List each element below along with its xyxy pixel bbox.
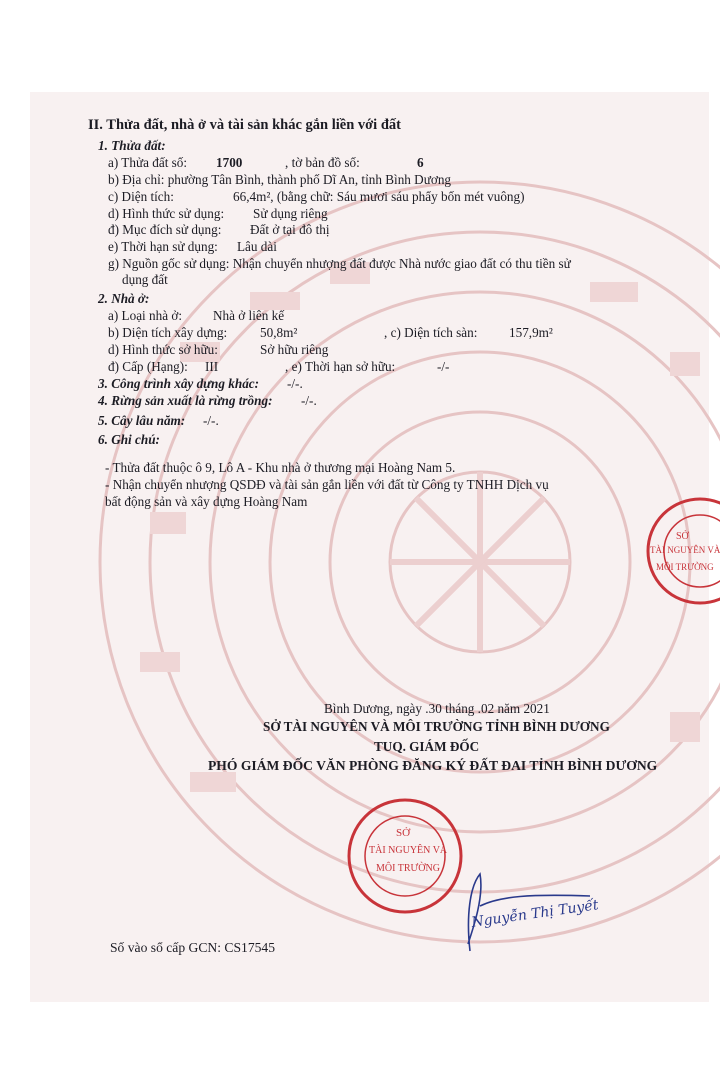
land-map-number: 6: [417, 155, 424, 170]
partial-seal-line2: TÀI NGUYÊN VÀ: [650, 545, 720, 555]
authorization-line: TUQ. GIÁM ĐỐC: [374, 739, 480, 754]
house-term-label: , e) Thời hạn sở hữu:: [285, 359, 396, 374]
land-parcel-label: a) Thửa đất số:: [108, 155, 188, 170]
house-type-label: a) Loại nhà ở:: [108, 308, 182, 323]
land-purpose-value: Đất ở tại đô thị: [250, 222, 330, 237]
partial-seal-line1: SỞ: [676, 531, 689, 542]
land-origin-line2: dụng đất: [122, 272, 168, 287]
section-title: II. Thửa đất, nhà ở và tài sản khác gắn liền với đất: [88, 117, 401, 133]
seal-line1: SỞ: [396, 827, 411, 839]
house-floor-area-value: 157,9m²: [509, 325, 553, 340]
other-construction-label: 3. Công trình xây dựng khác:: [98, 376, 260, 391]
house-floor-area-label: , c) Diện tích sàn:: [384, 325, 478, 340]
land-use-form-value: Sử dụng riêng: [253, 206, 328, 221]
house-built-area-value: 50,8m²: [260, 325, 298, 340]
house-grade-label: đ) Cấp (Hạng):: [108, 359, 188, 374]
planted-forest-label: 4. Rừng sản xuất là rừng trồng:: [98, 393, 273, 408]
house-grade-value: III: [205, 359, 219, 374]
land-area-value: 66,4m², (bằng chữ: Sáu mươi sáu phẩy bốn mét vuông): [233, 189, 525, 204]
issuing-authority: SỞ TÀI NGUYÊN VÀ MÔI TRƯỜNG TỈNH BÌNH DƯƠNG: [263, 719, 610, 734]
note-line-2: - Nhận chuyển nhượng QSDĐ và tài sản gắn liền với đất từ Công ty TNHH Dịch vụ: [105, 477, 549, 492]
land-term-value: Lâu dài: [237, 239, 277, 254]
signer-title: PHÓ GIÁM ĐỐC VĂN PHÒNG ĐĂNG KÝ ĐẤT ĐAI TỈNH BÌNH DƯƠNG: [208, 758, 658, 773]
perennial-trees-label: 5. Cây lâu năm:: [98, 413, 186, 428]
other-construction-value: -/-.: [287, 376, 303, 391]
land-purpose-label: đ) Mục đích sử dụng:: [108, 222, 222, 237]
house-ownership-value: Sở hữu riêng: [260, 342, 329, 357]
seal-line2: TÀI NGUYÊN VÀ: [369, 845, 448, 856]
notes-heading: 6. Ghi chú:: [98, 432, 160, 447]
land-term-label: e) Thời hạn sử dụng:: [108, 239, 218, 254]
signer-name: Nguyễn Thị Tuyết: [470, 897, 600, 931]
note-line-3: bất động sản và xây dựng Hoàng Nam: [105, 494, 308, 509]
land-heading: 1. Thửa đất:: [98, 138, 166, 153]
land-parcel-number: 1700: [216, 155, 243, 170]
house-built-area-label: b) Diện tích xây dựng:: [108, 325, 228, 340]
house-ownership-label: d) Hình thức sở hữu:: [108, 342, 218, 357]
land-address: b) Địa chỉ: phường Tân Bình, thành phố Dĩ An, tỉnh Bình Dương: [108, 172, 452, 187]
house-type-value: Nhà ở liên kế: [213, 308, 285, 323]
land-map-label: , tờ bản đồ số:: [285, 155, 360, 170]
note-line-1: - Thửa đất thuộc ô 9, Lô A - Khu nhà ở thương mại Hoàng Nam 5.: [105, 460, 456, 475]
land-area-label: c) Diện tích:: [108, 189, 174, 204]
certificate-registry-number: Số vào sổ cấp GCN: CS17545: [110, 940, 276, 955]
house-term-value: -/-: [437, 359, 450, 374]
house-heading: 2. Nhà ở:: [98, 291, 150, 306]
perennial-trees-value: -/-.: [203, 413, 219, 428]
land-use-form-label: d) Hình thức sử dụng:: [108, 206, 225, 221]
planted-forest-value: -/-.: [301, 393, 317, 408]
partial-seal-line3: MÔI TRƯỜNG: [656, 562, 714, 572]
signing-date: Bình Dương, ngày .30 tháng .02 năm 2021: [324, 701, 550, 716]
land-origin-line1: g) Nguồn gốc sử dụng: Nhận chuyển nhượng đất được Nhà nước giao đất có thu tiền sử: [108, 256, 571, 271]
seal-line3: MÔI TRƯỜNG: [376, 863, 440, 874]
